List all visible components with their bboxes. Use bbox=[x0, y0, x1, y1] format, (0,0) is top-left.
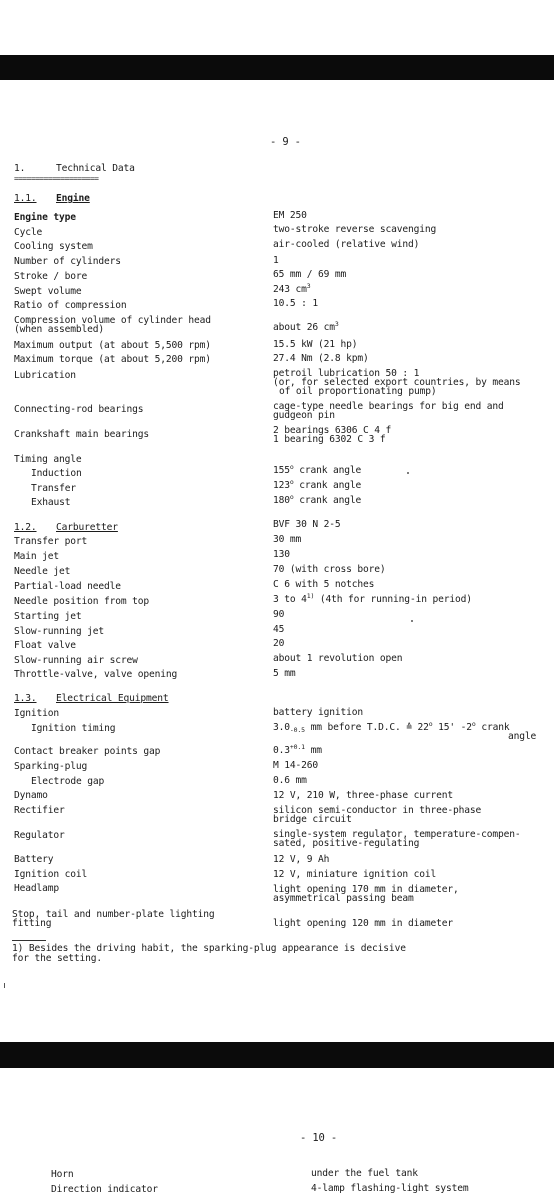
subsection-heading: Electrical Equipment bbox=[56, 693, 169, 704]
spec-value: light opening 170 mm in diameter, bbox=[273, 884, 459, 895]
page-number: - 9 - bbox=[270, 136, 301, 148]
spec-label: Timing angle bbox=[14, 454, 82, 465]
spec-label: Stroke / bore bbox=[14, 271, 88, 282]
spec-value: air-cooled (relative wind) bbox=[273, 239, 420, 250]
carburetter-model: BVF 30 N 2-5 bbox=[273, 519, 341, 530]
spec-value-continued: (or, for selected export countries, by means bbox=[273, 377, 521, 388]
spec-label: Rectifier bbox=[14, 805, 65, 816]
spec-label-continued: fitting bbox=[12, 918, 52, 929]
spec-value: M 14-260 bbox=[273, 760, 319, 771]
spec-value: light opening 120 mm in diameter bbox=[273, 918, 454, 929]
timing-label: Induction bbox=[31, 468, 82, 479]
spec-label: Battery bbox=[14, 854, 54, 865]
spec-value-continued: angle bbox=[508, 731, 537, 742]
spec-label: Swept volume bbox=[14, 286, 82, 297]
spec-label: Lubrication bbox=[14, 370, 76, 381]
footnote: 1) Besides the driving habit, the sparking-plug appearance is decisive bbox=[12, 943, 406, 954]
spec-label: Horn bbox=[51, 1169, 74, 1180]
spec-value: 3 to 4$^{1)}$ (4th for running-in period) bbox=[273, 592, 472, 605]
subsection-number: 1.2. bbox=[14, 522, 37, 533]
spec-label: Needle jet bbox=[14, 566, 71, 577]
spec-value: 20 bbox=[273, 638, 285, 649]
page-number: - 10 - bbox=[300, 1132, 338, 1144]
spec-label: Headlamp bbox=[14, 883, 60, 894]
speck bbox=[4, 983, 5, 988]
spec-value: C 6 with 5 notches bbox=[273, 579, 375, 590]
speck bbox=[411, 620, 413, 622]
spec-value: 12 V, 9 Ah bbox=[273, 854, 330, 865]
spec-label: Number of cylinders bbox=[14, 256, 121, 267]
spec-label: Maximum output (at about 5,500 rpm) bbox=[14, 340, 211, 351]
spec-value: about 26 $cm^3$ bbox=[273, 320, 339, 333]
spec-value: EM 250 bbox=[273, 210, 307, 221]
spec-value: 4-lamp flashing-light system bbox=[311, 1183, 469, 1194]
spec-label: Slow-running jet bbox=[14, 626, 105, 637]
timing-value: 123$^o$ crank angle bbox=[273, 478, 362, 491]
spec-value: under the fuel tank bbox=[311, 1168, 418, 1179]
spec-value: 65 mm / 69 mm bbox=[273, 269, 347, 280]
subsection-number: 1.1. bbox=[14, 193, 37, 204]
spec-value-continued: of oil proportionating pump) bbox=[279, 386, 437, 397]
spec-value: 15.5 kW (21 hp) bbox=[273, 339, 358, 350]
spec-value: 1 bbox=[273, 255, 279, 266]
spec-label: Starting jet bbox=[14, 611, 82, 622]
spec-value: 5 mm bbox=[273, 668, 296, 679]
spec-value: $3.0_{-0.5}$ mm before T.D.C. ≙ 22$^o$ 15' -2$^o$ crank bbox=[273, 720, 510, 734]
spec-label: Ignition coil bbox=[14, 869, 88, 880]
spec-label: Cooling system bbox=[14, 241, 93, 252]
spec-label: Ignition timing bbox=[31, 723, 116, 734]
spec-value: petroil lubrication 50 : 1 bbox=[273, 368, 420, 379]
spec-label: Float valve bbox=[14, 640, 76, 651]
footnote-rule bbox=[12, 940, 46, 941]
spec-label: Compression volume of cylinder head bbox=[14, 315, 211, 326]
spec-label: Needle position from top bbox=[14, 596, 150, 607]
spec-label: Crankshaft main bearings bbox=[14, 429, 150, 440]
timing-label: Transfer bbox=[31, 483, 77, 494]
spec-label: Main jet bbox=[14, 551, 60, 562]
spec-value: about 1 revolution open bbox=[273, 653, 403, 664]
spec-value: silicon semi-conductor in three-phase bbox=[273, 805, 482, 816]
timing-value: 155$^o$ crank angle bbox=[273, 463, 362, 476]
spec-value-continued: asymmetrical passing beam bbox=[273, 893, 414, 904]
spec-label: Cycle bbox=[14, 227, 43, 238]
spec-value: 30 mm bbox=[273, 534, 302, 545]
subsection-number: 1.3. bbox=[14, 693, 37, 704]
spec-label: Ratio of compression bbox=[14, 300, 127, 311]
timing-value: 180$^o$ crank angle bbox=[273, 493, 362, 506]
spec-value: 130 bbox=[273, 549, 290, 560]
spec-value: 12 V, miniature ignition coil bbox=[273, 869, 437, 880]
spec-value: 90 bbox=[273, 609, 285, 620]
spec-value-continued: gudgeon pin bbox=[273, 410, 335, 421]
spec-label-continued: (when assembled) bbox=[14, 324, 105, 335]
spec-value-continued: sated, positive-regulating bbox=[273, 838, 420, 849]
spec-label: Partial-load needle bbox=[14, 581, 121, 592]
spec-value: 70 (with cross bore) bbox=[273, 564, 386, 575]
section-number: 1. bbox=[14, 163, 26, 174]
spec-value: 45 bbox=[273, 624, 285, 635]
spec-value: 0.6 mm bbox=[273, 775, 307, 786]
speck bbox=[407, 472, 409, 474]
subsection-heading: Engine bbox=[56, 193, 90, 204]
spec-label: Throttle-valve, valve opening bbox=[14, 669, 178, 680]
spec-label: Stop, tail and number-plate lighting bbox=[12, 909, 215, 920]
timing-label: Exhaust bbox=[31, 497, 71, 508]
spec-value: 12 V, 210 W, three-phase current bbox=[273, 790, 454, 801]
footnote-continued: for the setting. bbox=[12, 953, 103, 964]
spec-value-continued: 1 bearing 6302 C 3 f bbox=[273, 434, 386, 445]
spec-value: battery ignition bbox=[273, 707, 364, 718]
spec-label: Sparking-plug bbox=[14, 761, 88, 772]
title-underline: ==================== bbox=[14, 174, 99, 183]
spec-value: 2 bearings 6306 C 4 f bbox=[273, 425, 392, 436]
spec-label: Electrode gap bbox=[31, 776, 105, 787]
spec-value: cage-type needle bearings for big end and bbox=[273, 401, 504, 412]
spec-label: Dynamo bbox=[14, 790, 48, 801]
spec-label: Slow-running air screw bbox=[14, 655, 138, 666]
spec-value: single-system regulator, temperature-compen- bbox=[273, 829, 521, 840]
spec-value: 243 $cm^3$ bbox=[273, 282, 311, 295]
spec-label: Connecting-rod bearings bbox=[14, 404, 144, 415]
spec-label: Regulator bbox=[14, 830, 65, 841]
spec-value-continued: bridge circuit bbox=[273, 814, 352, 825]
spec-value: 27.4 Nm (2.8 kpm) bbox=[273, 353, 369, 364]
spec-value: 10.5 : 1 bbox=[273, 298, 319, 309]
spec-label: Contact breaker points gap bbox=[14, 746, 161, 757]
spec-value: two-stroke reverse scavenging bbox=[273, 224, 437, 235]
spec-label: Direction indicator bbox=[51, 1184, 158, 1195]
page-separator-bar-top bbox=[0, 55, 554, 80]
spec-label: Transfer port bbox=[14, 536, 88, 547]
spec-label: Ignition bbox=[14, 708, 60, 719]
spec-label: Engine type bbox=[14, 212, 76, 223]
spec-label: Maximum torque (at about 5,200 rpm) bbox=[14, 354, 211, 365]
page-separator-bar-middle bbox=[0, 1042, 554, 1068]
subsection-heading: Carburetter bbox=[56, 522, 118, 533]
spec-value: $0.3^{+0.1}$ mm bbox=[273, 743, 322, 756]
section-title: Technical Data bbox=[56, 163, 135, 174]
